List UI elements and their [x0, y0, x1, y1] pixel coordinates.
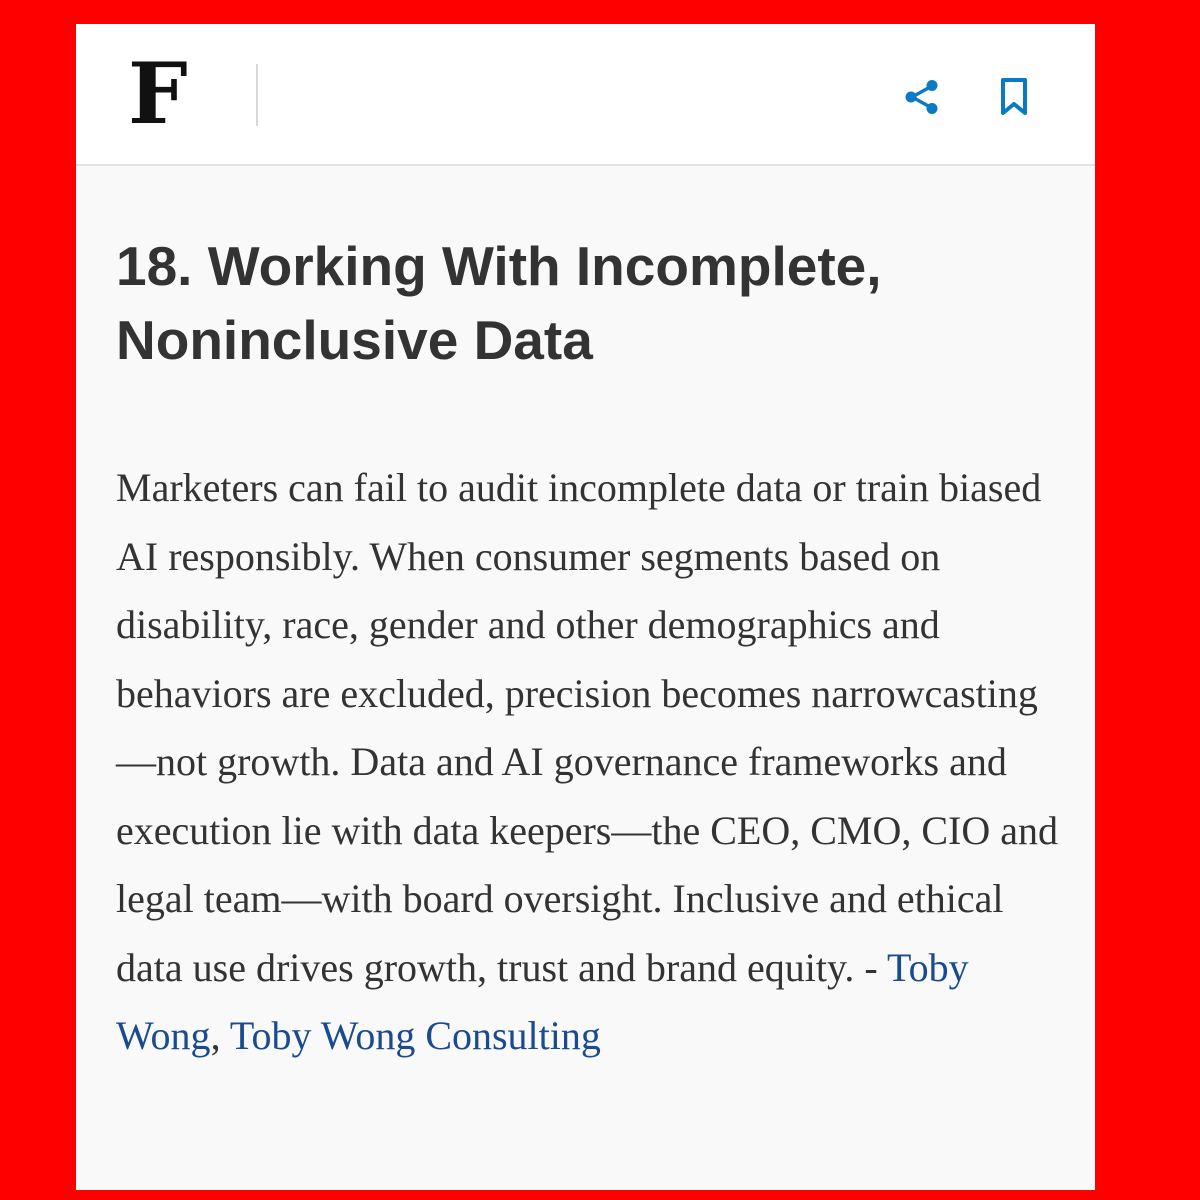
article-title: 18. Working With Incomplete, Noninclusive Data	[116, 235, 882, 371]
attribution-separator: ,	[210, 1013, 230, 1058]
top-bar	[76, 24, 1095, 166]
article-body	[116, 454, 1061, 1071]
site-logo[interactable]: F	[128, 44, 186, 143]
header-divider	[256, 64, 258, 126]
bookmark-icon	[997, 76, 1031, 118]
article-body-text: Marketers can fail to audit incomplete data or train biased AI responsibly. When consumer segments based on disability, race, gender and other demographics and behaviors are excluded, precision becomes narrowcasting—not growth. Data and AI governance frameworks and execution lie with data keepers—the CEO, CMO, CIO and legal team—with board oversight. Inclusive and ethical data use drives growth, trust and brand equity.	[116, 465, 1058, 990]
bookmark-button[interactable]	[989, 72, 1039, 122]
article-card	[76, 24, 1095, 1190]
attribution-prefix: -	[854, 944, 887, 990]
author-name-link[interactable]: Toby Wong	[116, 944, 969, 1058]
author-company-link[interactable]: Toby Wong Consulting	[229, 1013, 601, 1058]
share-button[interactable]	[897, 72, 947, 122]
share-icon	[902, 77, 942, 117]
